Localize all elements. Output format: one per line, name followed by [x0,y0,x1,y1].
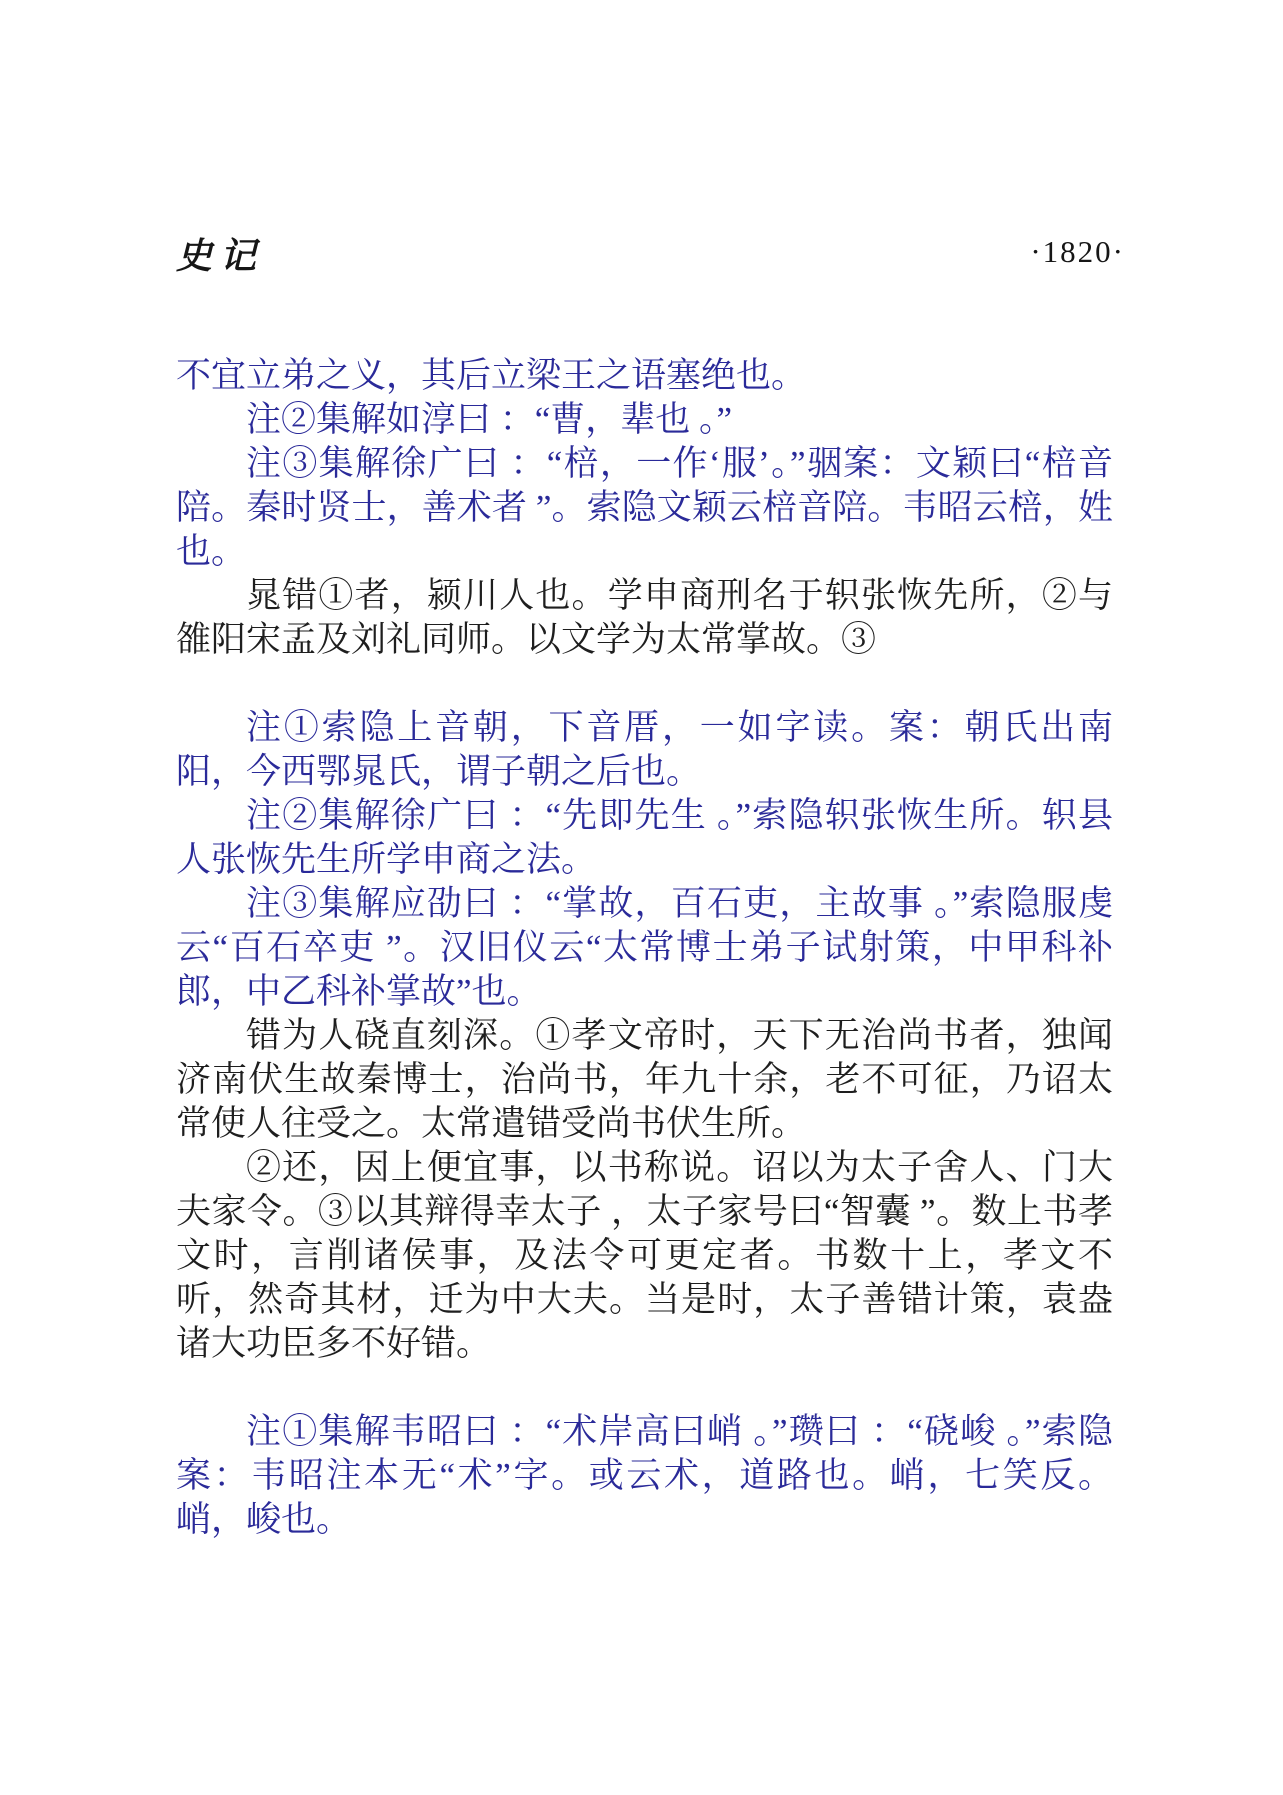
note-paragraph: 注①索隐上音朝，下音厝，一如字读。案：朝氏出南阳，今西鄂晁氏，谓子朝之后也。 [176,708,1113,791]
running-header [176,228,1125,274]
note-paragraph: 注②集解徐广曰 ：“先即先生 。”索隐轵张恢生所。轵县人张恢先生所学申商之法。 [176,796,1113,879]
note-paragraph: 注③集解应劭曰 ：“掌故，百石吏，主故事 。”索隐服虔云“百石卒吏 ”。汉旧仪云“太常博士弟子试射策，中甲科补郎，中乙科补掌故”也。 [176,884,1113,1011]
body-paragraph: 错为人硗直刻深。①孝文帝时，天下无治尚书者，独闻济南伏生故秦博士，治尚书，年九十余，老不可征，乃诏太常使人往受之。太常遣错受尚书伏生所。 [176,1016,1113,1143]
page-number: ·1820· [1030,234,1125,269]
note-paragraph-continuation: 不宜立弟之义，其后立梁王之语塞绝也。 [176,356,807,395]
body-paragraph: ②还，因上便宜事，以书称说。诏以为太子舍人、门大夫家令。③以其辩得幸太子 ，太子家号曰“智囊 ”。数上书孝文时，言削诸侯事，及法令可更定者。书数十上，孝文不听，然奇其材，迁为中大夫。当是时，太子善错计策，袁盎诸大功臣多不好错。 [176,1148,1113,1363]
book-title: 史记 [176,236,265,276]
text-block [176,354,1113,1542]
note-paragraph: 注②集解如淳曰 ：“曹，辈也 。” [246,400,733,439]
note-paragraph: 注③集解徐广曰 ：“棓，一作‘服’。”骃案：文颖曰“棓音陪。秦时贤士，善术者 ”。索隐文颖云棓音陪。韦昭云棓，姓也。 [176,444,1113,571]
note-paragraph: 注①集解韦昭曰 ：“术岸高曰峭 。”瓒曰 ：“硗峻 。”索隐案：韦昭注本无“术”字。或云术，道路也。峭，七笑反。峭，峻也。 [176,1412,1113,1539]
body-paragraph: 晁错①者，颍川人也。学申商刑名于轵张恢先所，②与雒阳宋孟及刘礼同师。以文学为太常掌故。③ [176,576,1113,659]
